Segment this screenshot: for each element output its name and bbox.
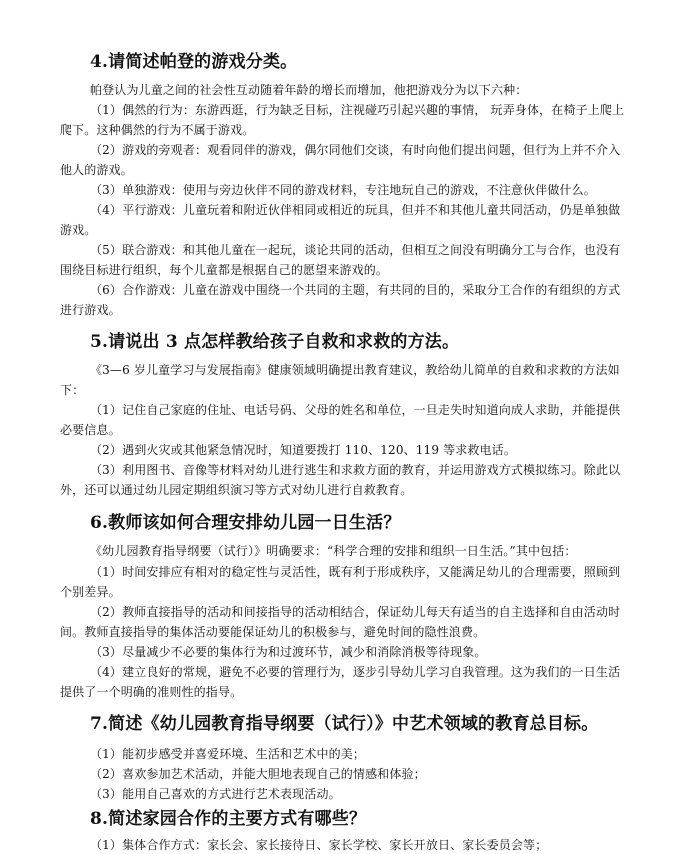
section-4-item-6-line-1: （6）合作游戏：儿童在游戏中围绕一个共同的主题，有共同的目的，采取分工合作的有组织的方式 [90, 283, 621, 297]
section-8-heading: 8.简述家园合作的主要方式有哪些？ [90, 809, 367, 829]
section-5-intro-line-1: 《3—6 岁儿童学习与发展指南》健康领域明确提出教育建议，教给幼儿简单的自救和求救的方法如 [90, 363, 620, 377]
section-7-heading: 7.简述《幼儿园教育指导纲要（试行）》中艺术领域的教育总目标。 [90, 714, 599, 734]
section-6-item-4-line-2: 提供了一个明确的准则性的指导。 [60, 685, 243, 699]
section-4-item-4-line-1: （4）平行游戏：儿童玩着和附近伙伴相同或相近的玩具，但并不和其他儿童共同活动，仍是单独做 [90, 203, 621, 217]
section-4-item-1-line-2: 爬下。这种偶然的行为不属于游戏。 [60, 123, 255, 137]
section-5-intro-line-2: 下： [60, 383, 85, 397]
section-4-heading: 4.请简述帕登的游戏分类。 [90, 52, 298, 72]
section-5-item-3-line-2: 外，还可以通过幼儿园定期组织演习等方式对幼儿进行自救教育。 [60, 483, 413, 497]
section-5-item-3-line-1: （3）利用图书、音像等材料对幼儿进行逃生和求救方面的教育，并运用游戏方式模拟练习。除此以 [90, 463, 621, 477]
section-4-item-2-line-2: 他人的游戏。 [60, 163, 133, 177]
section-4-item-4-line-2: 游戏。 [60, 223, 97, 237]
section-4-item-5-line-2: 围绕目标进行组织，每个儿童都是根据自己的愿望来游戏的。 [60, 263, 389, 277]
section-4-item-3-line-1: （3）单独游戏：使用与旁边伙伴不同的游戏材料，专注地玩自己的游戏，不注意伙伴做什么。 [90, 183, 596, 197]
section-8-item-1: （1）集体合作方式：家长会、家长接待日、家长学校、家长开放日、家长委员会等； [90, 838, 548, 852]
section-6-intro: 《幼儿园教育指导纲要（试行）》明确要求：“科学合理的安排和组织一日生活。”其中包括： [90, 544, 577, 558]
section-4-item-6-line-2: 进行游戏。 [60, 303, 121, 317]
section-4-item-2-line-1: （2）游戏的旁观者：观看同伴的游戏，偶尔同他们交谈，有时向他们提出问题，但行为上并不介入 [90, 143, 621, 157]
section-5-item-1-line-2: 必要信息。 [60, 423, 121, 437]
section-4-intro: 帕登认为儿童之间的社会性互动随着年龄的增长而增加，他把游戏分为以下六种： [90, 83, 528, 97]
section-6-item-3-line-1: （3）尽量减少不必要的集体行为和过渡环节，减少和消除消极等待现象。 [90, 645, 487, 659]
section-6-item-1-line-2: 个别差异。 [60, 585, 121, 599]
section-6-heading: 6.教师该如何合理安排幼儿园一日生活？ [90, 513, 401, 533]
section-6-item-1-line-1: （1）时间安排应有相对的稳定性与灵活性，既有利于形成秩序，又能满足幼儿的合理需要，照顾到 [90, 565, 621, 579]
section-7-item-2: （2）喜欢参加艺术活动，并能大胆地表现自己的情感和体验； [90, 767, 426, 781]
section-5-item-2-line-1: （2）遇到火灾或其他紧急情况时，知道要拨打 110、120、119 等求救电话。 [90, 443, 516, 457]
section-7-item-3: （3）能用自己喜欢的方式进行艺术表现活动。 [90, 787, 341, 801]
section-6-item-2-line-1: （2）教师直接指导的活动和间接指导的活动相结合，保证幼儿每天有适当的自主选择和自由活动时 [90, 605, 621, 619]
section-6-item-4-line-1: （4）建立良好的常规，避免不必要的管理行为，逐步引导幼儿学习自我管理。这为我们的一日生活 [90, 665, 621, 679]
section-6-item-2-line-2: 间。教师直接指导的集体活动要能保证幼儿的积极参与，避免时间的隐性浪费。 [60, 625, 486, 639]
section-4-item-1-line-1: （1）偶然的行为：东游西逛，行为缺乏目标，注视碰巧引起兴趣的事情， 玩弄身体，在椅子上爬上 [90, 103, 625, 117]
section-7-item-1: （1）能初步感受并喜爱环境、生活和艺术中的美； [90, 747, 366, 761]
section-5-item-1-line-1: （1）记住自己家庭的住址、电话号码、父母的姓名和单位，一旦走失时知道向成人求助，并能提供 [90, 403, 621, 417]
section-5-heading: 5.请说出 3 点怎样教给孩子自救和求救的方法。 [90, 332, 460, 352]
section-4-item-5-line-1: （5）联合游戏：和其他儿童在一起玩，谈论共同的活动，但相互之间没有明确分工与合作，也没有 [90, 243, 621, 257]
